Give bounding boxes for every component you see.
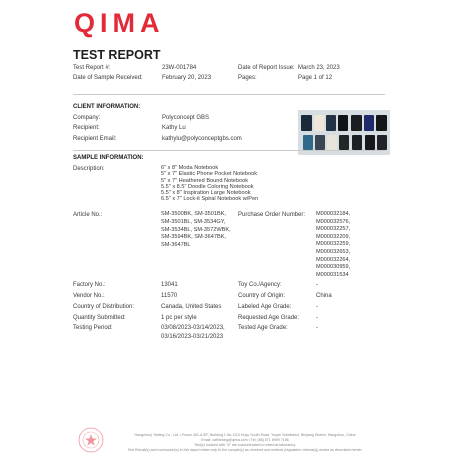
footer-address: Hangzhou) Testing Co., Ltd. • Room 401-A 5/F, Building 1 No.1113 Huyu South Road, Yuyan Subdistrict, Binjiang District, Hangzhou, China <box>134 433 356 437</box>
factory-value: 13041 <box>161 282 178 288</box>
toy-agency-label: Toy Co./Agency: <box>238 282 282 288</box>
requested-age-value: - <box>316 315 318 321</box>
company-value: Polyconcept GBS <box>162 115 210 121</box>
description-line: 5" x 7" Heathered Bound Notebook <box>161 177 249 184</box>
testing-period-value-1: 03/08/2023-03/14/2023, <box>161 325 225 331</box>
sample-heading: SAMPLE INFORMATION: <box>73 155 144 161</box>
origin-label: Country of Origin: <box>238 293 286 299</box>
po-line: M000031534 <box>316 271 349 278</box>
page-title: TEST REPORT <box>73 48 161 62</box>
origin-value: China <box>316 293 332 299</box>
vendor-value: 11570 <box>161 293 178 299</box>
article-label: Article No.: <box>73 212 103 218</box>
article-line: SM-3500BK, SM-3501BK, <box>161 211 226 217</box>
description-line: 5.5" x 8" Inspiration Large Notebook <box>161 190 251 197</box>
tested-age-label: Tested Age Grade: <box>238 325 288 331</box>
po-list <box>316 211 350 279</box>
description-line: 5" x 7" Elastic Phone Pocket Notebook <box>161 171 258 178</box>
distribution-label: Country of Distribution: <box>73 304 135 310</box>
recipient-value: Kathy Lu <box>162 125 186 131</box>
labeled-age-value: - <box>316 304 318 310</box>
product-photo <box>298 110 390 155</box>
client-heading: CLIENT INFORMATION: <box>73 104 141 110</box>
footer-subcontract-note: Test(s) marked with "#" are subcontracted to external laboratory. <box>194 443 296 447</box>
issue-date-label: Date of Report Issue: <box>238 65 295 71</box>
labeled-age-label: Labeled Age Grade: <box>238 304 292 310</box>
toy-agency-value: - <box>316 282 318 288</box>
footer-contact: Email: cathieking@qima.com • Tel: (86) 571 8999 7156 <box>201 438 289 442</box>
description-line: 6.5" x 7" Lock-it Spiral Notebook w/Pen <box>161 196 259 203</box>
article-line: SM-3594BK, SM-3647BK, <box>161 234 226 241</box>
requested-age-label: Requested Age Grade: <box>238 315 300 321</box>
description-list <box>161 165 258 203</box>
footer-disclaimer: Test Result(s) and conclusion(s) in this report relate only to the sample(s) as received and method (regulation criteria(s)) tested as described herein. <box>127 448 363 452</box>
report-number: 23W-001784 <box>162 65 197 71</box>
article-line: SM-3534BL, SM-3572WBK, <box>161 226 231 233</box>
testing-period-label: Testing Period: <box>73 325 113 331</box>
po-line: M000032264, <box>316 256 351 263</box>
description-line: 5.5" x 8.5" Doodle Coloring Notebook <box>161 183 254 190</box>
pages-value: Page 1 of 12 <box>298 75 333 81</box>
divider <box>73 94 385 95</box>
quantity-value: 1 pc per style <box>161 315 197 321</box>
description-line: 6" x 8" Moda Notebook <box>161 165 219 171</box>
po-line: M000030959, <box>316 264 351 271</box>
report-number-label: Test Report #: <box>73 65 111 71</box>
article-list <box>161 211 231 250</box>
description-label: Description: <box>73 166 105 172</box>
po-label: Purchase Order Number: <box>238 212 306 218</box>
received-date-label: Date of Sample Received: <box>73 75 143 81</box>
po-line: M000032576, <box>316 218 351 225</box>
divider <box>73 150 385 151</box>
pages-label: Pages: <box>238 75 257 81</box>
po-line: M000032259, <box>316 241 351 248</box>
factory-label: Factory No.: <box>73 282 106 288</box>
po-line: M000032184, <box>316 211 351 217</box>
article-line: SM-3647BL <box>161 242 191 249</box>
distribution-value: Canada, United States <box>161 304 222 310</box>
tested-age-value: - <box>316 325 318 331</box>
issue-date: March 23, 2023 <box>298 65 340 71</box>
po-line: M000032209, <box>316 233 351 240</box>
received-date: February 20, 2023 <box>162 75 212 81</box>
notebooks-image <box>298 110 390 155</box>
vendor-label: Vendor No.: <box>73 293 105 299</box>
article-line: SM-3501BL, SM-3534GY, <box>161 218 226 225</box>
po-line: M000032653, <box>316 248 351 255</box>
qima-logo: QIMA <box>74 8 165 38</box>
quantity-label: Quantity Submitted: <box>73 315 126 321</box>
email-value[interactable]: kathylu@polyconceptgbs.com <box>162 136 242 142</box>
company-label: Company: <box>73 115 101 121</box>
testing-period-value-2: 03/16/2023-03/21/2023 <box>161 334 224 340</box>
po-line: M000032257, <box>316 226 351 233</box>
recipient-label: Recipient: <box>73 125 100 131</box>
email-label: Recipient Email: <box>73 136 117 142</box>
